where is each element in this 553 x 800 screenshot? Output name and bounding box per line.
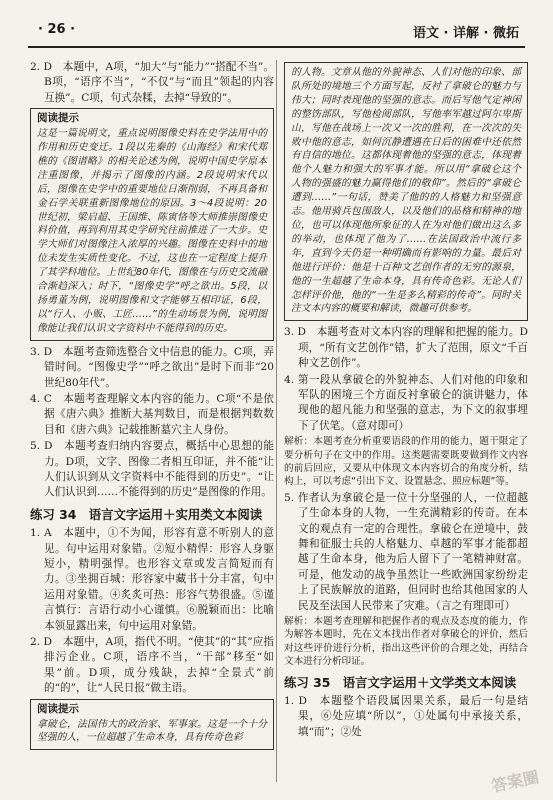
answer-item-4: 4. C 本题考查理解文本内容的能力。C项“不是依据《唐六典》推断大基判数目，而是根据判数数目和《唐六典》记载推断墓穴主人身份。 <box>30 392 274 436</box>
reading-tip-2-text: 拿破仑，法国伟大的政治家、军事家。这是一个十分坚强的人，一位超越了生命本身，具有传奇色彩 <box>37 718 267 744</box>
reading-tip-box-2 <box>30 699 274 751</box>
page-number: · 26 · <box>38 22 76 37</box>
answer-item-5-right: 5. 作者认为拿破仑是一位十分坚强的人，一位超越了生命本身的人物，一生充满精彩的传奇。在本文的观点有一定的合理性。拿破仑在逆境中，鼓舞和征服士兵的人格魅力、卓越的军事才能都超越了生命本身，他为后人留下了一笔精神财富。可是，他发动的战争虽然让一些欧洲国家纷纷走上了民族解放的道路，但同时也给其他国家的人民及至法国人民带来了灾难。（言之有理即可） <box>284 491 528 612</box>
section-heading-35: 练习 35 语言文字运用＋文学类文本阅读 <box>284 674 517 690</box>
column-divider <box>276 60 277 782</box>
answer-34-1: 1. A 本题中，①不为闻，形容有意不听别人的意见。句中运用对象错。②短小精悍：形容人身躯短小，精明强悍。也形容文章或发言简短而有力。③坐拥百城：形容家中藏书十分丰富，句中运用对象错。④炙炙可热：形容气势很盛。⑤谨言慎行：言语行动小心谨慎。⑥脱颖而出：比喻本领显露出来，句中运用对象错。 <box>30 527 274 632</box>
answer-item-5: 5. D 本题考查归纳内容要点，概括中心思想的能力。D项，文字、图像二者相互印证，并不能“让人们认识到从文字资料中不能得到的历史”。“让人们认识到……不能得到的历史”是图像的作用。 <box>30 440 274 499</box>
left-column <box>30 60 274 754</box>
watermark-logo: 答案圈 <box>489 767 541 796</box>
running-title: 语文 · 详解 · 微拓 <box>413 26 519 41</box>
answer-item-4-right: 4. 第一段从拿破仑的外貌神态、人们对他的印象和军队的困境三个方面反衬拿破仑的演讲魅力，体现他的超凡能力和坚强的意志，为下文的叙事埋下了伏笔。（意对即可） <box>284 373 528 432</box>
reading-tip-text: 这是一篇说明文，重点说明图像史料在史学法用中的作用和历史变迁。1段以先秦的《山海经》和宋代郑樵的《图谱略》的相关论述为例，说明中国史学原本注重图像，并揭示了图像的内涵。2段说明宋代以后，图像在史学中的重要地位日渐削弱，不再具备和金石学关联重新图像地位的原因。3～4段说明：20世纪初，梁启超、王国维、陈寅恪等大师推崇图像史料价值，再到利用其史学研究往前推进了一大步。史学大师们对图像注入浓厚的兴趣。图像在史料中的地位未发生实质性变化。不过，这也在一定程度上提升了其学科地位。上世纪80年代，图像在与历史交流融合渐趋深入；时下，“图像史学”呼之欲出。5段，以扬勇董为例，说明图像和文字能够互相印证，6段，以“行人、小贩、工匠……”的生动场景为例，说明图像能让我们认识文字资料中不能得到的历史。 <box>37 128 267 334</box>
reading-tip-box <box>30 108 274 341</box>
answer-35-1: 1. D 本题整个语段属因果关系，最后一句是结果，⑥处应填“所以”，①处属句中承接关系，填“而”；②处 <box>284 695 528 738</box>
reading-tip-2-title: 阅读提示 <box>37 702 79 715</box>
reading-tip-continuation <box>284 62 528 321</box>
answer-item-3: 3. D 本题考查筛选整合文中信息的能力。C项，弄错时间。“图像史学”“呼之欲出”是时下而非“20世纪80年代”。 <box>30 345 274 389</box>
page-header <box>28 18 525 48</box>
section-heading-34: 练习 34 语言文字运用＋实用类文本阅读 <box>30 506 263 522</box>
analysis-4: 解析：本题考查分析重要语段的作用的能力，题干限定了要分析句子在文中的作用。这类题需要既要做到作文内容的前后回应，又要从中体现文本内容切合的角度分析，结构上，可以考虑“引出下文、设置悬念、照应标题”等。 <box>284 436 528 488</box>
reading-tip-title: 阅读提示 <box>37 112 79 125</box>
analysis-5: 解析：本题考查理解和把握作者的观点及态度的能力，作为解答本题时，先在文本找出作者对拿破仑的评价，然后对这些评价进行分析，指出这些评价的合理之处，再结合文本进行分析印证。 <box>284 616 528 668</box>
reading-tip-continuation-text: 的人物。文章从他的外貌神态、人们对他的印象、部队所处的境地三个方面写起，反衬了拿破仑的魅力与伟大；同时表现他的坚强的意志。而后写他气定神闲的整饬部队，写他检阅部队，写他率军越过阿尔卑斯山，写他在战场上一次又一次的胜利，在一次次的失败中他的意志，如何沉静遭遇在日后的困难中还依然有自信的地位。这都体现着他的坚强的意志，体现着他个人魅力和强大的军事才能。所以用“拿破仑这个人物的强盛的魅力赢得他们的敬仰”。然后的“拿破仑遭到……”一句话，赞美了他的的人格魅力和坚强意志。他用骑兵包围敌人，以及他们的品格和精神的地位，也可以体现他所象征的人在为对他们做出这么多的举动，也体现了他为了……在法国政治中流行多年，直到今天仍是一种明确而有影响的力量。最后对他进行评价：他是十百种文艺创作者的无穷的源泉，他的一生超越了生命本身，具有传奇色彩。无论人们怎样评价他，他的“一生是多么精彩的传奇”。同时关注文本内容的概要和解读，微趣可供参考。 <box>291 67 521 315</box>
answer-item-2: 2. D 本题中，A项，“加大”与“能力”“搭配不当”。B项，“语序不当”，“不仅”与“而且”领起的内容互换”。C项，句式杂糅，去掉“导致的”。 <box>30 61 274 104</box>
right-column <box>284 60 528 741</box>
answer-item-3-right: 3. D 本题考查对文本内容的理解和把握的能力。D项，“所有文艺创作”错，扩大了范围，原文“千百种文艺创作”。 <box>284 326 528 370</box>
answer-34-2: 2. D 本题中，A项，指代不明。“使其”的“其”应指排污企业。C项，语序不当，“干部”移至“如果”前。D项，成分残缺，去掉“全景式”前的“的”，让“人民日报”做主语。 <box>30 636 274 695</box>
